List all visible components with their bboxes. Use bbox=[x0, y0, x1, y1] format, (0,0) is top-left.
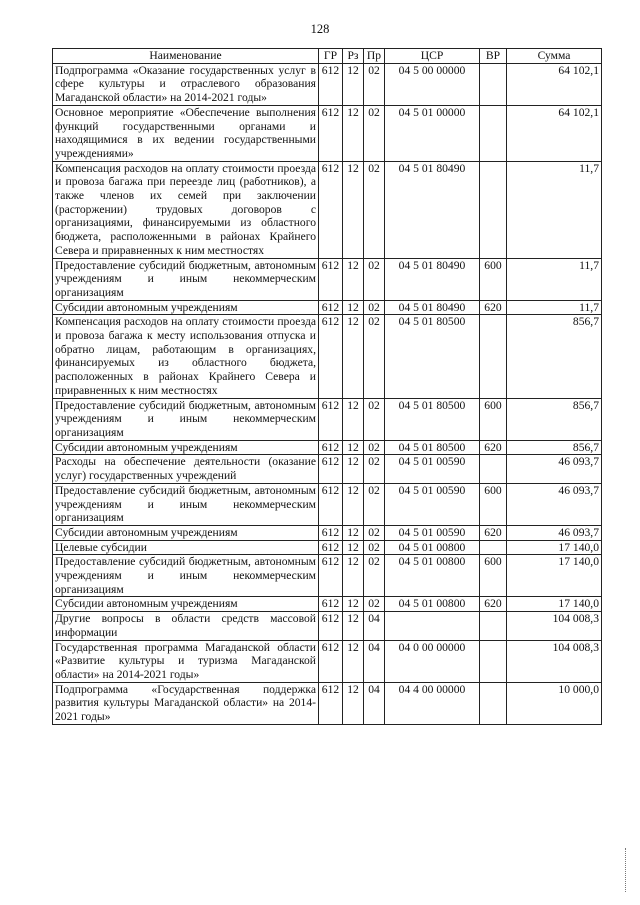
row-sum: 17 140,0 bbox=[507, 540, 602, 555]
row-sum: 10 000,0 bbox=[507, 682, 602, 724]
row-pr: 02 bbox=[364, 540, 385, 555]
row-name: Предоставление субсидий бюджетным, автономным учреждениям и иным некоммерческим организациям bbox=[53, 555, 319, 597]
row-pr: 02 bbox=[364, 597, 385, 612]
row-name: Субсидии автономным учреждениям bbox=[53, 525, 319, 540]
table-row bbox=[53, 63, 602, 105]
row-vr: 600 bbox=[480, 398, 507, 440]
row-pr: 02 bbox=[364, 455, 385, 483]
row-rz: 12 bbox=[343, 640, 364, 682]
row-sum: 11,7 bbox=[507, 300, 602, 315]
table-header-row bbox=[53, 49, 602, 64]
row-gr: 612 bbox=[319, 682, 343, 724]
row-rz: 12 bbox=[343, 483, 364, 525]
row-vr bbox=[480, 640, 507, 682]
header-gr: ГР bbox=[319, 49, 343, 64]
row-name: Целевые субсидии bbox=[53, 540, 319, 555]
row-gr: 612 bbox=[319, 540, 343, 555]
row-vr bbox=[480, 161, 507, 258]
row-gr: 612 bbox=[319, 315, 343, 398]
row-pr: 02 bbox=[364, 63, 385, 105]
row-csr: 04 5 01 80490 bbox=[385, 258, 480, 300]
row-pr: 02 bbox=[364, 555, 385, 597]
row-name: Субсидии автономным учреждениям bbox=[53, 597, 319, 612]
row-vr: 600 bbox=[480, 258, 507, 300]
row-csr: 04 5 01 00800 bbox=[385, 597, 480, 612]
row-gr: 612 bbox=[319, 525, 343, 540]
row-vr bbox=[480, 612, 507, 640]
row-gr: 612 bbox=[319, 63, 343, 105]
row-sum: 856,7 bbox=[507, 440, 602, 455]
row-name: Подпрограмма «Государственная поддержка развития культуры Магаданской области» на 2014-2021 годы» bbox=[53, 682, 319, 724]
row-sum: 17 140,0 bbox=[507, 597, 602, 612]
row-csr: 04 4 00 00000 bbox=[385, 682, 480, 724]
row-gr: 612 bbox=[319, 483, 343, 525]
row-pr: 02 bbox=[364, 258, 385, 300]
row-sum: 856,7 bbox=[507, 315, 602, 398]
row-csr: 04 5 01 00590 bbox=[385, 525, 480, 540]
page-number: 128 bbox=[310, 22, 330, 36]
row-vr: 620 bbox=[480, 597, 507, 612]
row-sum: 64 102,1 bbox=[507, 105, 602, 161]
row-vr: 620 bbox=[480, 300, 507, 315]
row-vr bbox=[480, 455, 507, 483]
row-rz: 12 bbox=[343, 597, 364, 612]
row-rz: 12 bbox=[343, 682, 364, 724]
row-rz: 12 bbox=[343, 398, 364, 440]
table-row bbox=[53, 555, 602, 597]
row-name: Компенсация расходов на оплату стоимости проезда и провоза багажа при переезде лиц (работников), а также членов их семей при заключении (расторжении) трудовых договоров с организациями, финансируемыми из областного бюджета, расположенными в районах Крайнего Севера и приравненных к ним местностях bbox=[53, 161, 319, 258]
table-row bbox=[53, 440, 602, 455]
header-csr: ЦСР bbox=[385, 49, 480, 64]
row-pr: 02 bbox=[364, 105, 385, 161]
row-csr: 04 5 01 00590 bbox=[385, 455, 480, 483]
row-gr: 612 bbox=[319, 597, 343, 612]
row-pr: 02 bbox=[364, 440, 385, 455]
row-name: Государственная программа Магаданской области «Развитие культуры и туризма Магаданской области» на 2014-2021 годы» bbox=[53, 640, 319, 682]
row-csr: 04 5 01 00000 bbox=[385, 105, 480, 161]
row-csr: 04 0 00 00000 bbox=[385, 640, 480, 682]
row-pr: 02 bbox=[364, 315, 385, 398]
header-pr: Пр bbox=[364, 49, 385, 64]
table-row bbox=[53, 300, 602, 315]
row-pr: 04 bbox=[364, 640, 385, 682]
row-csr: 04 5 00 00000 bbox=[385, 63, 480, 105]
row-rz: 12 bbox=[343, 315, 364, 398]
row-name: Компенсация расходов на оплату стоимости проезда и провоза багажа к месту использования отпуска и обратно лицам, работающим в организациях, финансируемых из областного бюджета, расположенных в районах Крайнего Севера и приравненных к ним местностях bbox=[53, 315, 319, 398]
table-row bbox=[53, 105, 602, 161]
row-rz: 12 bbox=[343, 440, 364, 455]
table-row bbox=[53, 640, 602, 682]
row-csr: 04 5 01 00590 bbox=[385, 483, 480, 525]
margin-mark bbox=[625, 848, 626, 892]
row-name: Предоставление субсидий бюджетным, автономным учреждениям и иным некоммерческим организациям bbox=[53, 398, 319, 440]
row-gr: 612 bbox=[319, 258, 343, 300]
row-pr: 02 bbox=[364, 398, 385, 440]
row-sum: 104 008,3 bbox=[507, 612, 602, 640]
row-pr: 04 bbox=[364, 612, 385, 640]
row-name: Субсидии автономным учреждениям bbox=[53, 300, 319, 315]
table-row bbox=[53, 258, 602, 300]
row-gr: 612 bbox=[319, 455, 343, 483]
row-gr: 612 bbox=[319, 440, 343, 455]
row-vr bbox=[480, 105, 507, 161]
table-row bbox=[53, 682, 602, 724]
row-csr: 04 5 01 80500 bbox=[385, 398, 480, 440]
row-csr: 04 5 01 80500 bbox=[385, 440, 480, 455]
table-row bbox=[53, 612, 602, 640]
row-csr: 04 5 01 00800 bbox=[385, 540, 480, 555]
row-csr: 04 5 01 80490 bbox=[385, 161, 480, 258]
table-row bbox=[53, 398, 602, 440]
row-vr: 620 bbox=[480, 525, 507, 540]
row-rz: 12 bbox=[343, 105, 364, 161]
row-sum: 11,7 bbox=[507, 258, 602, 300]
row-sum: 64 102,1 bbox=[507, 63, 602, 105]
header-sum: Сумма bbox=[507, 49, 602, 64]
row-gr: 612 bbox=[319, 640, 343, 682]
row-sum: 17 140,0 bbox=[507, 555, 602, 597]
row-gr: 612 bbox=[319, 555, 343, 597]
row-rz: 12 bbox=[343, 161, 364, 258]
row-gr: 612 bbox=[319, 105, 343, 161]
row-name: Другие вопросы в области средств массовой информации bbox=[53, 612, 319, 640]
header-name: Наименование bbox=[53, 49, 319, 64]
row-csr bbox=[385, 612, 480, 640]
header-rz: Рз bbox=[343, 49, 364, 64]
row-vr: 600 bbox=[480, 483, 507, 525]
budget-table bbox=[52, 48, 602, 725]
table-row bbox=[53, 483, 602, 525]
row-rz: 12 bbox=[343, 525, 364, 540]
row-name: Расходы на обеспечение деятельности (оказание услуг) государственных учреждений bbox=[53, 455, 319, 483]
row-rz: 12 bbox=[343, 555, 364, 597]
row-rz: 12 bbox=[343, 258, 364, 300]
row-name: Основное мероприятие «Обеспечение выполнения функций государственными органами и находящимися в их ведении государственными учреждениями» bbox=[53, 105, 319, 161]
row-gr: 612 bbox=[319, 398, 343, 440]
row-sum: 11,7 bbox=[507, 161, 602, 258]
row-rz: 12 bbox=[343, 455, 364, 483]
header-vr: ВР bbox=[480, 49, 507, 64]
row-sum: 104 008,3 bbox=[507, 640, 602, 682]
row-pr: 02 bbox=[364, 525, 385, 540]
row-pr: 02 bbox=[364, 483, 385, 525]
row-rz: 12 bbox=[343, 612, 364, 640]
table-row bbox=[53, 161, 602, 258]
table-row bbox=[53, 455, 602, 483]
table-row bbox=[53, 525, 602, 540]
row-pr: 04 bbox=[364, 682, 385, 724]
row-name: Субсидии автономным учреждениям bbox=[53, 440, 319, 455]
table-row bbox=[53, 597, 602, 612]
row-vr bbox=[480, 540, 507, 555]
row-gr: 612 bbox=[319, 300, 343, 315]
row-csr: 04 5 01 80490 bbox=[385, 300, 480, 315]
row-vr bbox=[480, 315, 507, 398]
row-sum: 46 093,7 bbox=[507, 455, 602, 483]
row-sum: 46 093,7 bbox=[507, 483, 602, 525]
row-csr: 04 5 01 80500 bbox=[385, 315, 480, 398]
table-row bbox=[53, 315, 602, 398]
row-vr bbox=[480, 682, 507, 724]
row-gr: 612 bbox=[319, 612, 343, 640]
row-sum: 46 093,7 bbox=[507, 525, 602, 540]
row-name: Подпрограмма «Оказание государственных услуг в сфере культуры и отраслевого образования Магаданской области» на 2014-2021 годы» bbox=[53, 63, 319, 105]
row-vr bbox=[480, 63, 507, 105]
row-name: Предоставление субсидий бюджетным, автономным учреждениям и иным некоммерческим организациям bbox=[53, 258, 319, 300]
row-pr: 02 bbox=[364, 300, 385, 315]
row-pr: 02 bbox=[364, 161, 385, 258]
row-csr: 04 5 01 00800 bbox=[385, 555, 480, 597]
table-body bbox=[53, 63, 602, 724]
row-name: Предоставление субсидий бюджетным, автономным учреждениям и иным некоммерческим организациям bbox=[53, 483, 319, 525]
row-rz: 12 bbox=[343, 540, 364, 555]
table-row bbox=[53, 540, 602, 555]
row-vr: 620 bbox=[480, 440, 507, 455]
row-sum: 856,7 bbox=[507, 398, 602, 440]
row-gr: 612 bbox=[319, 161, 343, 258]
row-rz: 12 bbox=[343, 300, 364, 315]
row-rz: 12 bbox=[343, 63, 364, 105]
row-vr: 600 bbox=[480, 555, 507, 597]
